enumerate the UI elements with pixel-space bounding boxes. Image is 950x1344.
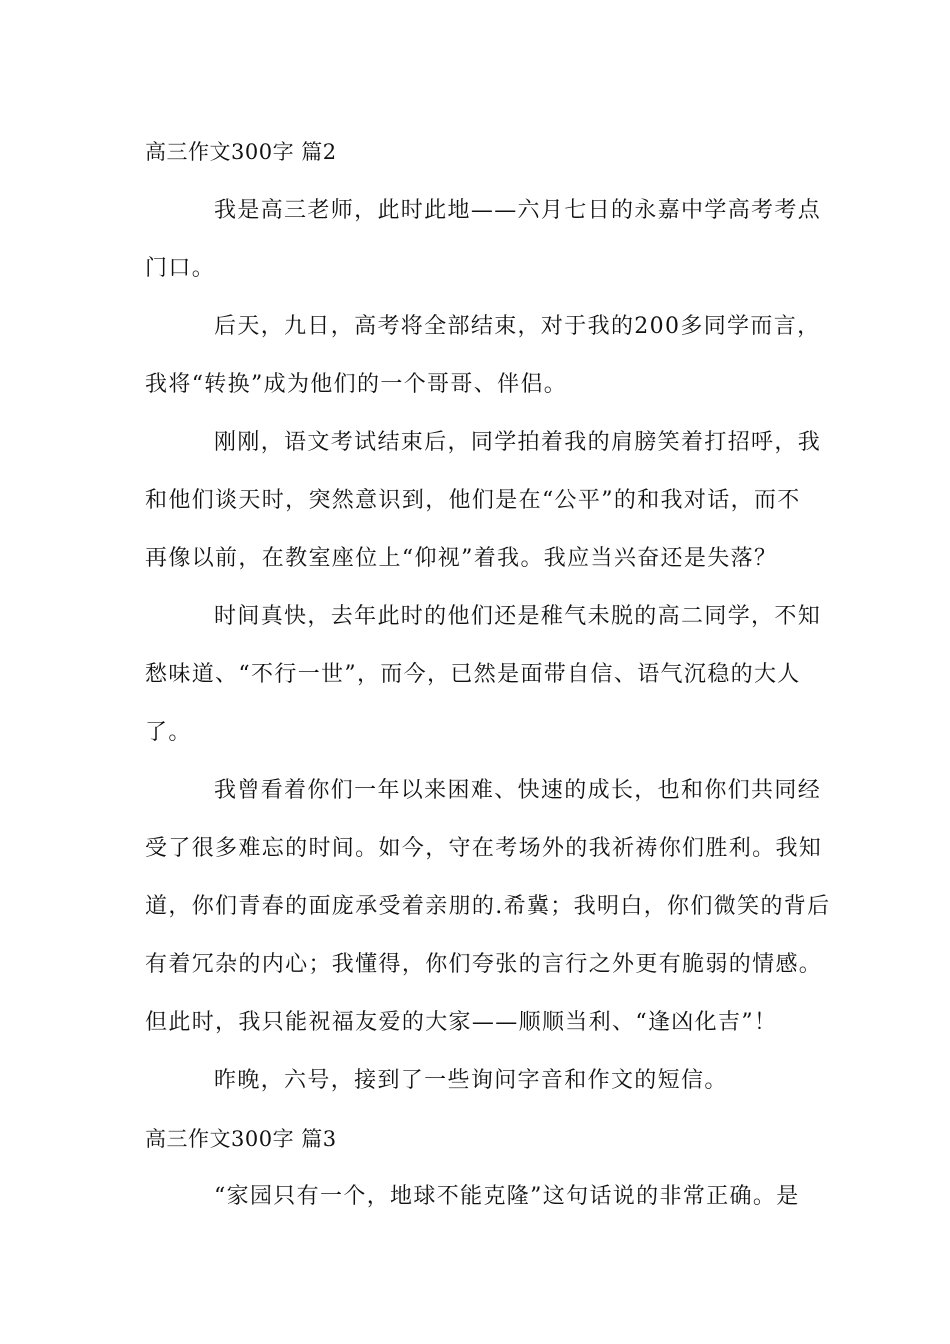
paragraph-1-line-2: 门口。 (145, 256, 216, 281)
paragraph-4-line-1: 时间真快，去年此时的他们还是稚气未脱的高二同学，不知 (214, 604, 822, 629)
section-3-heading: 高三作文300字 篇3 (145, 1127, 337, 1151)
paragraph-2-line-2: 我将“转换”成为他们的一个哥哥、伴侣。 (145, 372, 568, 397)
paragraph-5-line-5: 但此时，我只能祝福友爱的大家——顺顺当利、“逢凶化吉”！ (145, 1010, 778, 1035)
section-3-paragraph-1-line-1: “家园只有一个，地球不能克隆”这句话说的非常正确。是 (214, 1184, 800, 1209)
paragraph-5-line-3: 道，你们青春的面庞承受着亲朋的.希冀；我明白，你们微笑的背后 (145, 894, 831, 919)
paragraph-5-line-1: 我曾看着你们一年以来困难、快速的成长，也和你们共同经 (214, 778, 822, 803)
paragraph-3-line-2: 和他们谈天时，突然意识到，他们是在“公平”的和我对话，而不 (145, 488, 801, 513)
paragraph-4-line-3: 了。 (145, 720, 192, 745)
paragraph-4-line-2: 愁味道、“不行一世”，而今，已然是面带自信、语气沉稳的大人 (145, 662, 801, 687)
paragraph-3-line-3: 再像以前，在教室座位上“仰视”着我。我应当兴奋还是失落？ (145, 546, 778, 571)
paragraph-1-line-1: 我是高三老师，此时此地——六月七日的永嘉中学高考考点 (214, 198, 822, 223)
paragraph-2-line-1: 后天，九日，高考将全部结束，对于我的200多同学而言， (214, 314, 821, 339)
paragraph-5-line-2: 受了很多难忘的时间。如今，守在考场外的我祈祷你们胜利。我知 (145, 836, 823, 861)
section-2-heading: 高三作文300字 篇2 (145, 140, 337, 164)
paragraph-5-line-4: 有着冗杂的内心；我懂得，你们夸张的言行之外更有脆弱的情感。 (145, 952, 823, 977)
paragraph-6-line-1: 昨晚，六号，接到了一些询问字音和作文的短信。 (214, 1068, 728, 1093)
paragraph-3-line-1: 刚刚，语文考试结束后，同学拍着我的肩膀笑着打招呼，我 (214, 430, 822, 455)
